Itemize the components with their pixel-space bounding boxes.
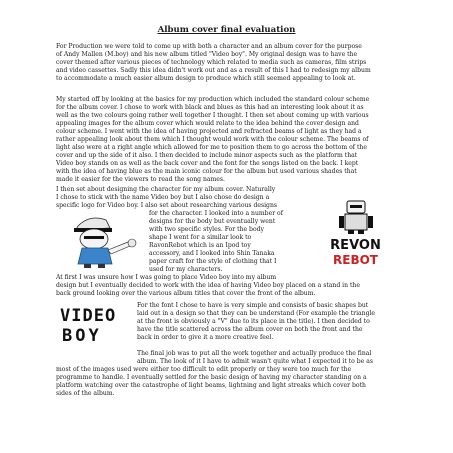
text-line: I chose to stick with the name Video boy but I also chose do design a: [56, 194, 270, 202]
text-line: for the album cover. I chose to work with black and blues as this had an interesting look about it as: [56, 104, 364, 112]
paragraph-character-top: [56, 186, 277, 210]
text-line: back ground looking over the various album titles that cover the front of the album.: [56, 290, 316, 298]
text-line: most of the images used were either too difficult to edit properly or they were too much for the: [56, 366, 352, 374]
text-line: with two specific styles. For the body: [149, 226, 264, 234]
text-line: paper craft for the style of clothing that I: [149, 258, 277, 266]
text-line: colour scheme. I went with the idea of having projected and refracted beams of light as they had a: [56, 128, 362, 136]
text-line: cover and up the side of it also. I then decided to include minor aspects such as the platform that: [56, 152, 358, 160]
text-line: made it easier for the viewers to read the song names.: [56, 176, 225, 184]
text-line: specific logo for Video boy. I also set about researching various designs: [56, 202, 278, 210]
text-line: Video boy stands on as well as the back cover and the font for the songs listed on the back. I kept: [56, 160, 359, 168]
ravon-logo-text-bottom: REBOT: [333, 253, 378, 267]
text-line: RavonRebot which is an Ipod toy: [149, 242, 251, 250]
text-line: At first I was unsure how I was going to place Video boy into my album: [56, 274, 277, 281]
paragraph-character-wrap: [149, 210, 283, 274]
paragraph-colour-scheme: [56, 96, 369, 185]
text-line: For Production we were told to come up with both a character and an album cover for the purpose: [56, 43, 362, 50]
text-line: back in order to give it a more creative feel.: [137, 334, 274, 342]
text-line: accessory, and I looked into Shin Tanaka: [149, 250, 275, 258]
document-title: Album cover final evaluation: [157, 25, 296, 35]
text-line: My started off by looking at the basics for my production which included the standard colour scheme: [56, 96, 370, 103]
ravon-logo-text-top: REVON: [330, 238, 381, 253]
text-line: For the font I chose to have is very simple and consists of basic shapes but: [137, 302, 369, 309]
text-line: designs for the body but eventually went: [149, 218, 276, 226]
text-line: The final job was to put all the work together and actually produce the final: [137, 350, 372, 357]
boy-logo-word: BOY: [62, 326, 102, 344]
video-boy-logo-image: [58, 304, 128, 344]
text-line: shape I went for a similar look to: [149, 234, 252, 242]
text-line: well as the two colours going rather well together I thought. I then set about coming up with various: [56, 112, 369, 120]
character-image: [56, 212, 142, 268]
text-line: design but I eventually decided to work with the idea of having Video boy placed on a stand in the: [56, 282, 360, 290]
text-line: I then set about designing the character for my album cover. Naturally: [56, 186, 276, 193]
text-line: have the title scattered across the album cover on both the front and the: [137, 326, 363, 334]
text-line: sides of the album.: [56, 390, 115, 398]
text-line: with the idea of having blue as the main iconic colour for the album but used various shades that: [56, 168, 357, 176]
text-line: of Andy Mallen (M.boy) and his new album titled "Video boy". My original design was to have the: [56, 51, 358, 59]
text-line: laid out in a design so that they can be understand (For example the triangle: [137, 310, 376, 318]
ravon-rebot-image: [317, 197, 394, 271]
text-line: used for my characters.: [149, 266, 223, 274]
paragraph-intro: [56, 43, 371, 83]
text-line: cover themed after various pieces of technology which related to media such as cameras, film strips: [56, 59, 367, 67]
text-line: album. The look of it I have to admit wasn't quite what I expected it to be as: [137, 358, 373, 366]
paragraph-final: [56, 350, 373, 398]
text-line: and video cassettes. Sadly this idea didn't work out and as a result of this I had to redesign my album: [56, 67, 371, 75]
text-line: for the character. I looked into a number of: [149, 210, 283, 217]
text-line: rather appealing look about them which I thought would work with the colour scheme. The beams of: [56, 136, 369, 144]
text-line: appealing images for the album cover which would relate to the idea behind the cover design and: [56, 120, 359, 128]
text-line: to accommodate a much easier album design to produce which still seemed appealing to look at.: [56, 75, 356, 83]
text-line: at the front is obviously a "V" due to its place in the title). I then decided to: [137, 318, 370, 326]
paragraph-placement: [56, 274, 360, 298]
paragraph-font: [137, 302, 375, 342]
text-line: platform watching over the catastrophe of light beams, lightning and light streaks which cover both: [56, 382, 366, 390]
video-logo-word: VIDEO: [60, 306, 117, 326]
text-line: programme to handle. I eventually settled for the basic design of having my character standing on a: [56, 374, 367, 382]
text-line: light also were at a right angle which allowed for me to position them to go across the bottom of the: [56, 144, 367, 152]
